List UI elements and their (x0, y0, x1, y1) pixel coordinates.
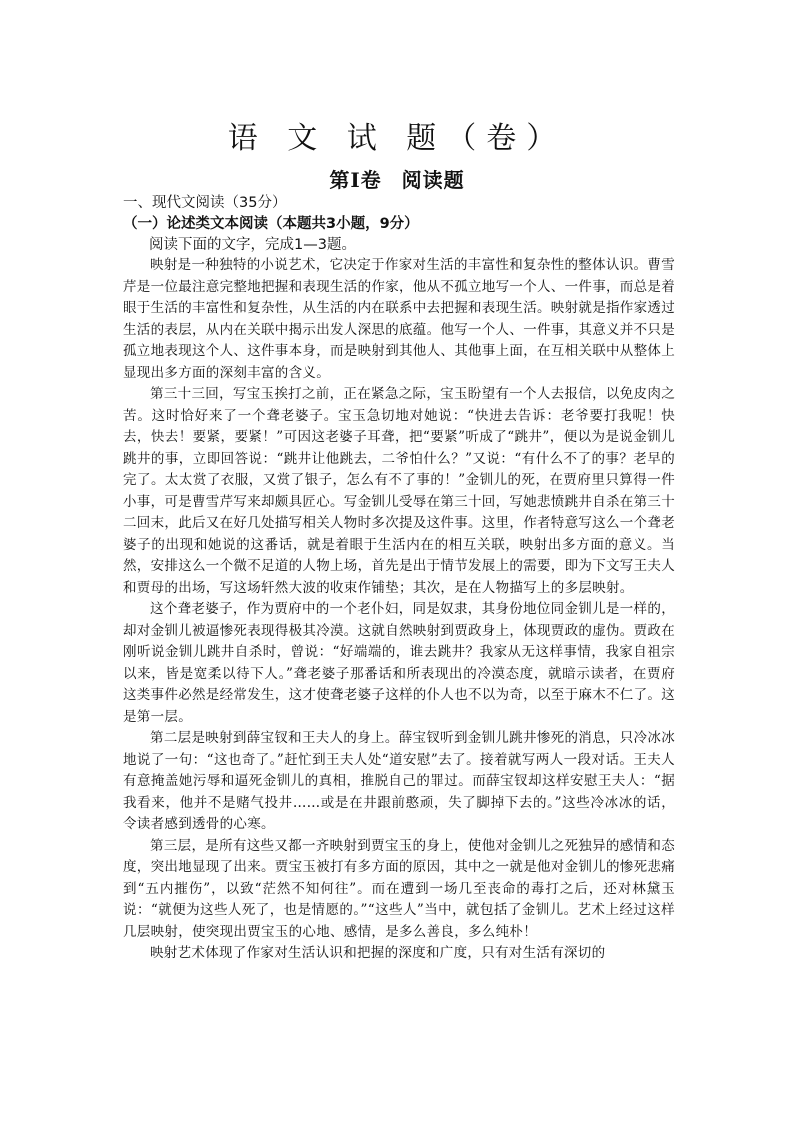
section-heading: 一、现代文阅读（35分） (123, 195, 287, 211)
paragraph: 第二层是映射到薛宝钗和王夫人的身上。薛宝钗听到金钏儿跳井惨死的消息，只冷冰冰地说了一句：“这也奇了。”赶忙到王夫人处“道安慰”去了。接着就写两人一段对话。王夫人有意掩盖她污辱和逼死金钏儿的真相，推脱自己的罪过。而薛宝钗却这样安慰王夫人：“据我看来，他并不是赌气投井……或是在井跟前憨顽，失了脚掉下去的。”这些冷冰冰的话，令读者感到透骨的心寒。 (123, 730, 675, 832)
volume-heading (0, 164, 794, 193)
reading-instruction: 阅读下面的文字，完成1—3题。 (149, 237, 356, 253)
paragraph: 映射艺术体现了作家对生活认识和把握的深度和广度，只有对生活有深切的 (150, 945, 606, 961)
paragraph: 第三层，是所有这些又都一齐映射到贾宝玉的身上，使他对金钏儿之死独异的感情和态度，突出地显现了出来。贾宝玉被打有多方面的原因，其中之一就是他对金钏儿的惨死悲痛到“五内摧伤”，以致“茫然不知何往”。而在遭到一场几至丧命的毒打之后，还对林黛玉说：“就便为这些人死了，也是情愿的。”“这些人”当中，就包括了金钏儿。艺术上经过这样几层映射，使突现出贾宝玉的心地、感情，是多么善良，多么纯朴！ (123, 837, 675, 940)
subsection-heading: （一）论述类文本阅读（本题共3小题，9分） (123, 216, 419, 232)
passage-text (123, 255, 675, 965)
volume-name: 阅读题 (401, 168, 465, 192)
paragraph: 映射是一种独特的小说艺术，它决定于作家对生活的丰富性和复杂性的整体认识。曹雪芹是一位最注意完整地把握和表现生活的作家，他从不孤立地写一个人、一件事，而总是着眼于生活的丰富性和复杂性，从生活的内在联系中去把握和表现生活。映射就是指作家透过生活的表层，从内在关联中揭示出发人深思的底蕴。他写一个人、一件事，其意义并不只是孤立地表现这个人、这件事本身，而是映射到其他人、其他事上面，在互相关联中从整体上显现出多方面的深刻丰富的含义。 (123, 257, 675, 381)
paragraph: 这个聋老婆子，作为贾府中的一个老仆妇，同是奴隶，其身份地位同金钏儿是一样的，却对金钏儿被逼惨死表现得极其冷漠。这就自然映射到贾政身上，体现贾政的虚伪。贾政在刚听说金钏儿跳井自杀时，曾说：“好端端的，谁去跳井？我家从无这样事情，我家自祖宗以来，皆是宽柔以待下人。”聋老婆子那番话和所表现出的冷漠态度，就暗示读者，在贾府这类事件必然是经常发生，这才使聋老婆子这样的仆人也不以为奇，以至于麻木不仁了。这是第一层。 (123, 601, 675, 725)
paragraph: 第三十三回，写宝玉挨打之前，正在紧急之际，宝玉盼望有一个人去报信，以免皮肉之苦。这时恰好来了一个聋老婆子。宝玉急切地对她说：“快进去告诉：老爷要打我呢！快去，快去！要紧，要紧！”可因这老婆子耳聋，把“要紧”听成了“跳井”，便以为是说金钏儿跳井的事，立即回答说：“跳井让他跳去，二爷怕什么？”又说：“有什么不了的事？老早的完了。太太赏了衣服，又赏了银子，怎么有不了事的！”金钏儿的死，在贾府里只算得一件小事，可是曹雪芹写来却颇具匠心。写金钏儿受辱在第三十回，写她悲愤跳井自杀在第三十二回末，此后又在好几处描写相关人物时多次提及这件事。这里，作者特意写这么一个聋老婆子的出现和她说的这番话，就是着眼于生活内在的相互关联，映射出多方面的意义。当然，安排这么一个微不足道的人物上场，首先是出于情节发展上的需要，即为下文写王夫人和贾母的出场，写这场轩然大波的收束作铺垫；其次，是在人物描写上的多层映射。 (123, 386, 675, 596)
exam-title: 语 文 试 题（卷） (227, 121, 567, 156)
volume-number: 第Ⅰ卷 (329, 168, 382, 192)
